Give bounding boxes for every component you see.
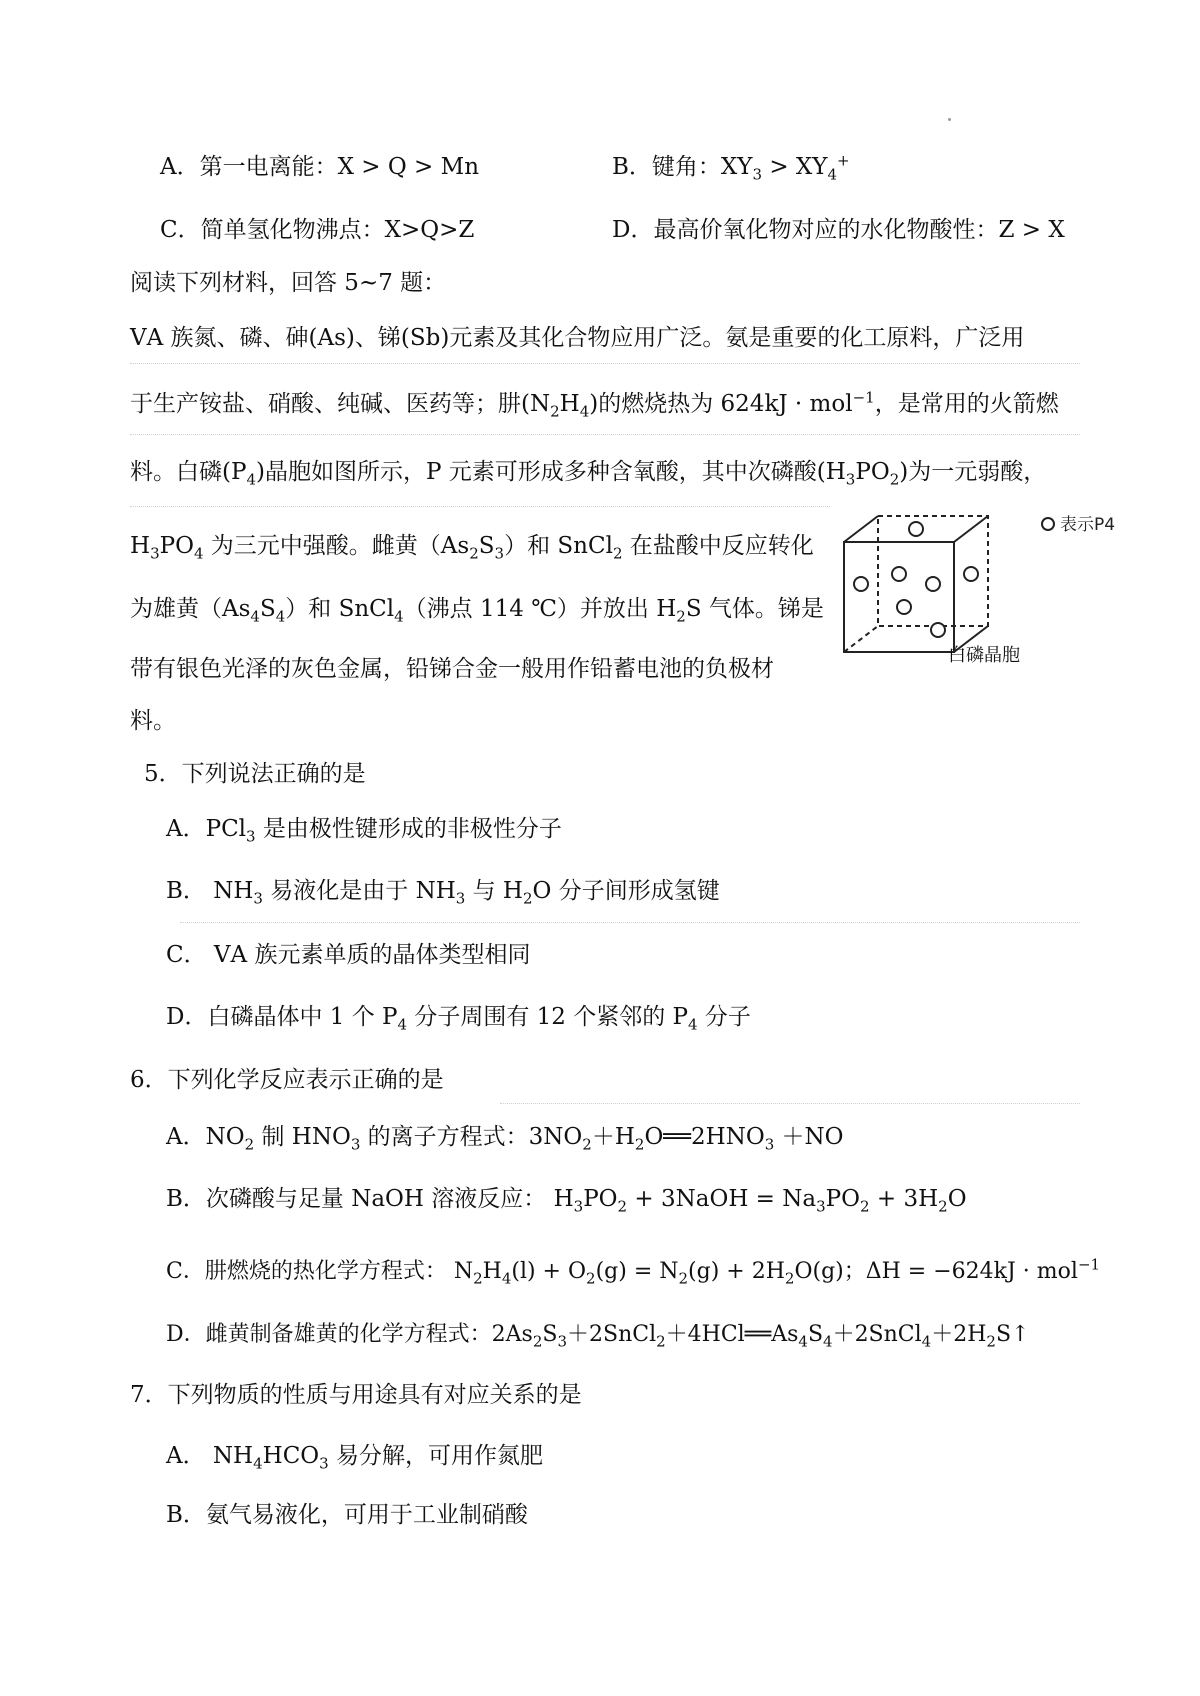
reading-intro: 阅读下列材料，回答 5~7 题： [130, 270, 447, 296]
p4-molecule-marker [964, 567, 978, 581]
p4-molecule-marker [892, 567, 906, 581]
p4-molecule-marker [897, 600, 911, 614]
material-line-6: 带有银色光泽的灰色金属，铅锑合金一般用作铅蓄电池的负极材 [130, 656, 774, 682]
q7-option-a: A． $NH_4HCO_3$ 易分解，可用作氮肥 [166, 1443, 544, 1473]
dotted-rule [130, 363, 1080, 364]
figure-caption: 白磷晶胞 [948, 645, 1020, 666]
q7-option-b: B．氨气易液化，可用于工业制硝酸 [166, 1502, 528, 1528]
material-line-7: 料。 [130, 708, 176, 734]
q4-option-b: B．键角：$XY_3 > XY_4^+$ [612, 151, 850, 184]
material-line-1: ⅤA 族氮、磷、砷(As)、锑(Sb)元素及其化合物应用广泛。氨是重要的化工原料，广泛用 [130, 325, 1025, 351]
q4-option-a: A．第一电离能：X > Q > Mn [160, 154, 480, 180]
q6-option-b: B．次磷酸与足量 NaOH 溶液反应： $H_3PO_2$ + 3NaOH = $Na_3PO_2 + 3H_2O$ [166, 1186, 967, 1216]
q6-option-c: C．肼燃烧的热化学方程式： $N_2H_4(l) + O_2(g) = N_2(g) + 2H_2O(g)$；ΔH = −624kJ · mol$^{-1}$ [166, 1255, 1101, 1288]
material-line-2: 于生产铵盐、硝酸、纯碱、医药等；肼$(N_2H_4)$的燃烧热为 624kJ · mol$^{-1}$，是常用的火箭燃 [130, 388, 1059, 421]
dotted-rule [130, 506, 830, 507]
q6-stem: 6．下列化学反应表示正确的是 [130, 1067, 444, 1093]
q5-option-c: C． ⅤA 族元素单质的晶体类型相同 [166, 942, 531, 968]
p4-molecule-marker [931, 623, 945, 637]
figure-legend: 表示P4 [1060, 515, 1116, 535]
q5-option-d: D．白磷晶体中 1 个 $P_4$ 分子周围有 12 个紧邻的 $P_4$ 分子 [166, 1004, 751, 1034]
q6-option-d: D．雌黄制备雄黄的化学方程式：$2As_2S_3+2SnCl_2+4HCl══As_4S_4+2SnCl_4+2H_2S↑$ [166, 1322, 1030, 1351]
dotted-rule [180, 922, 1080, 923]
q4-option-d: D．最高价氧化物对应的水化物酸性：Z > X [612, 217, 1065, 243]
dotted-rule [500, 1103, 1080, 1104]
q6-option-a: A．$NO_2$ 制 $HNO_3$ 的离子方程式：$3NO_2+H_2O══2HNO_3 +NO$ [166, 1124, 844, 1154]
material-line-4: $H_3PO_4$ 为三元中强酸。雌黄$(As_2S_3)$和 SnCl$_2$ 在盐酸中反应转化 [130, 533, 814, 563]
q5-option-a: A．PCl$_3$ 是由极性键形成的非极性分子 [166, 816, 562, 846]
q4-option-c: C．简单氢化物沸点：X>Q>Z [160, 217, 475, 243]
dotted-rule [130, 434, 1080, 435]
p4-molecule-marker [909, 522, 923, 536]
q7-stem: 7．下列物质的性质与用途具有对应关系的是 [130, 1382, 582, 1408]
legend-circle-icon [1042, 518, 1054, 530]
speck-mark [948, 118, 951, 121]
q5-stem: 5．下列说法正确的是 [144, 761, 366, 787]
material-line-5: 为雄黄$(As_4S_4)$和 SnCl$_4$（沸点 114 ℃）并放出 $H_2S$ 气体。锑是 [130, 596, 824, 626]
material-line-3: 料。白磷$(P_4)$晶胞如图所示，P 元素可形成多种含氧酸，其中次磷酸$(H_3PO_2)$为一元弱酸， [130, 459, 1047, 489]
p4-molecule-marker [854, 577, 868, 591]
p4-molecule-marker [926, 577, 940, 591]
q5-option-b: B． $NH_3$ 易液化是由于 $NH_3$ 与 $H_2O$ 分子间形成氢键 [166, 878, 720, 908]
